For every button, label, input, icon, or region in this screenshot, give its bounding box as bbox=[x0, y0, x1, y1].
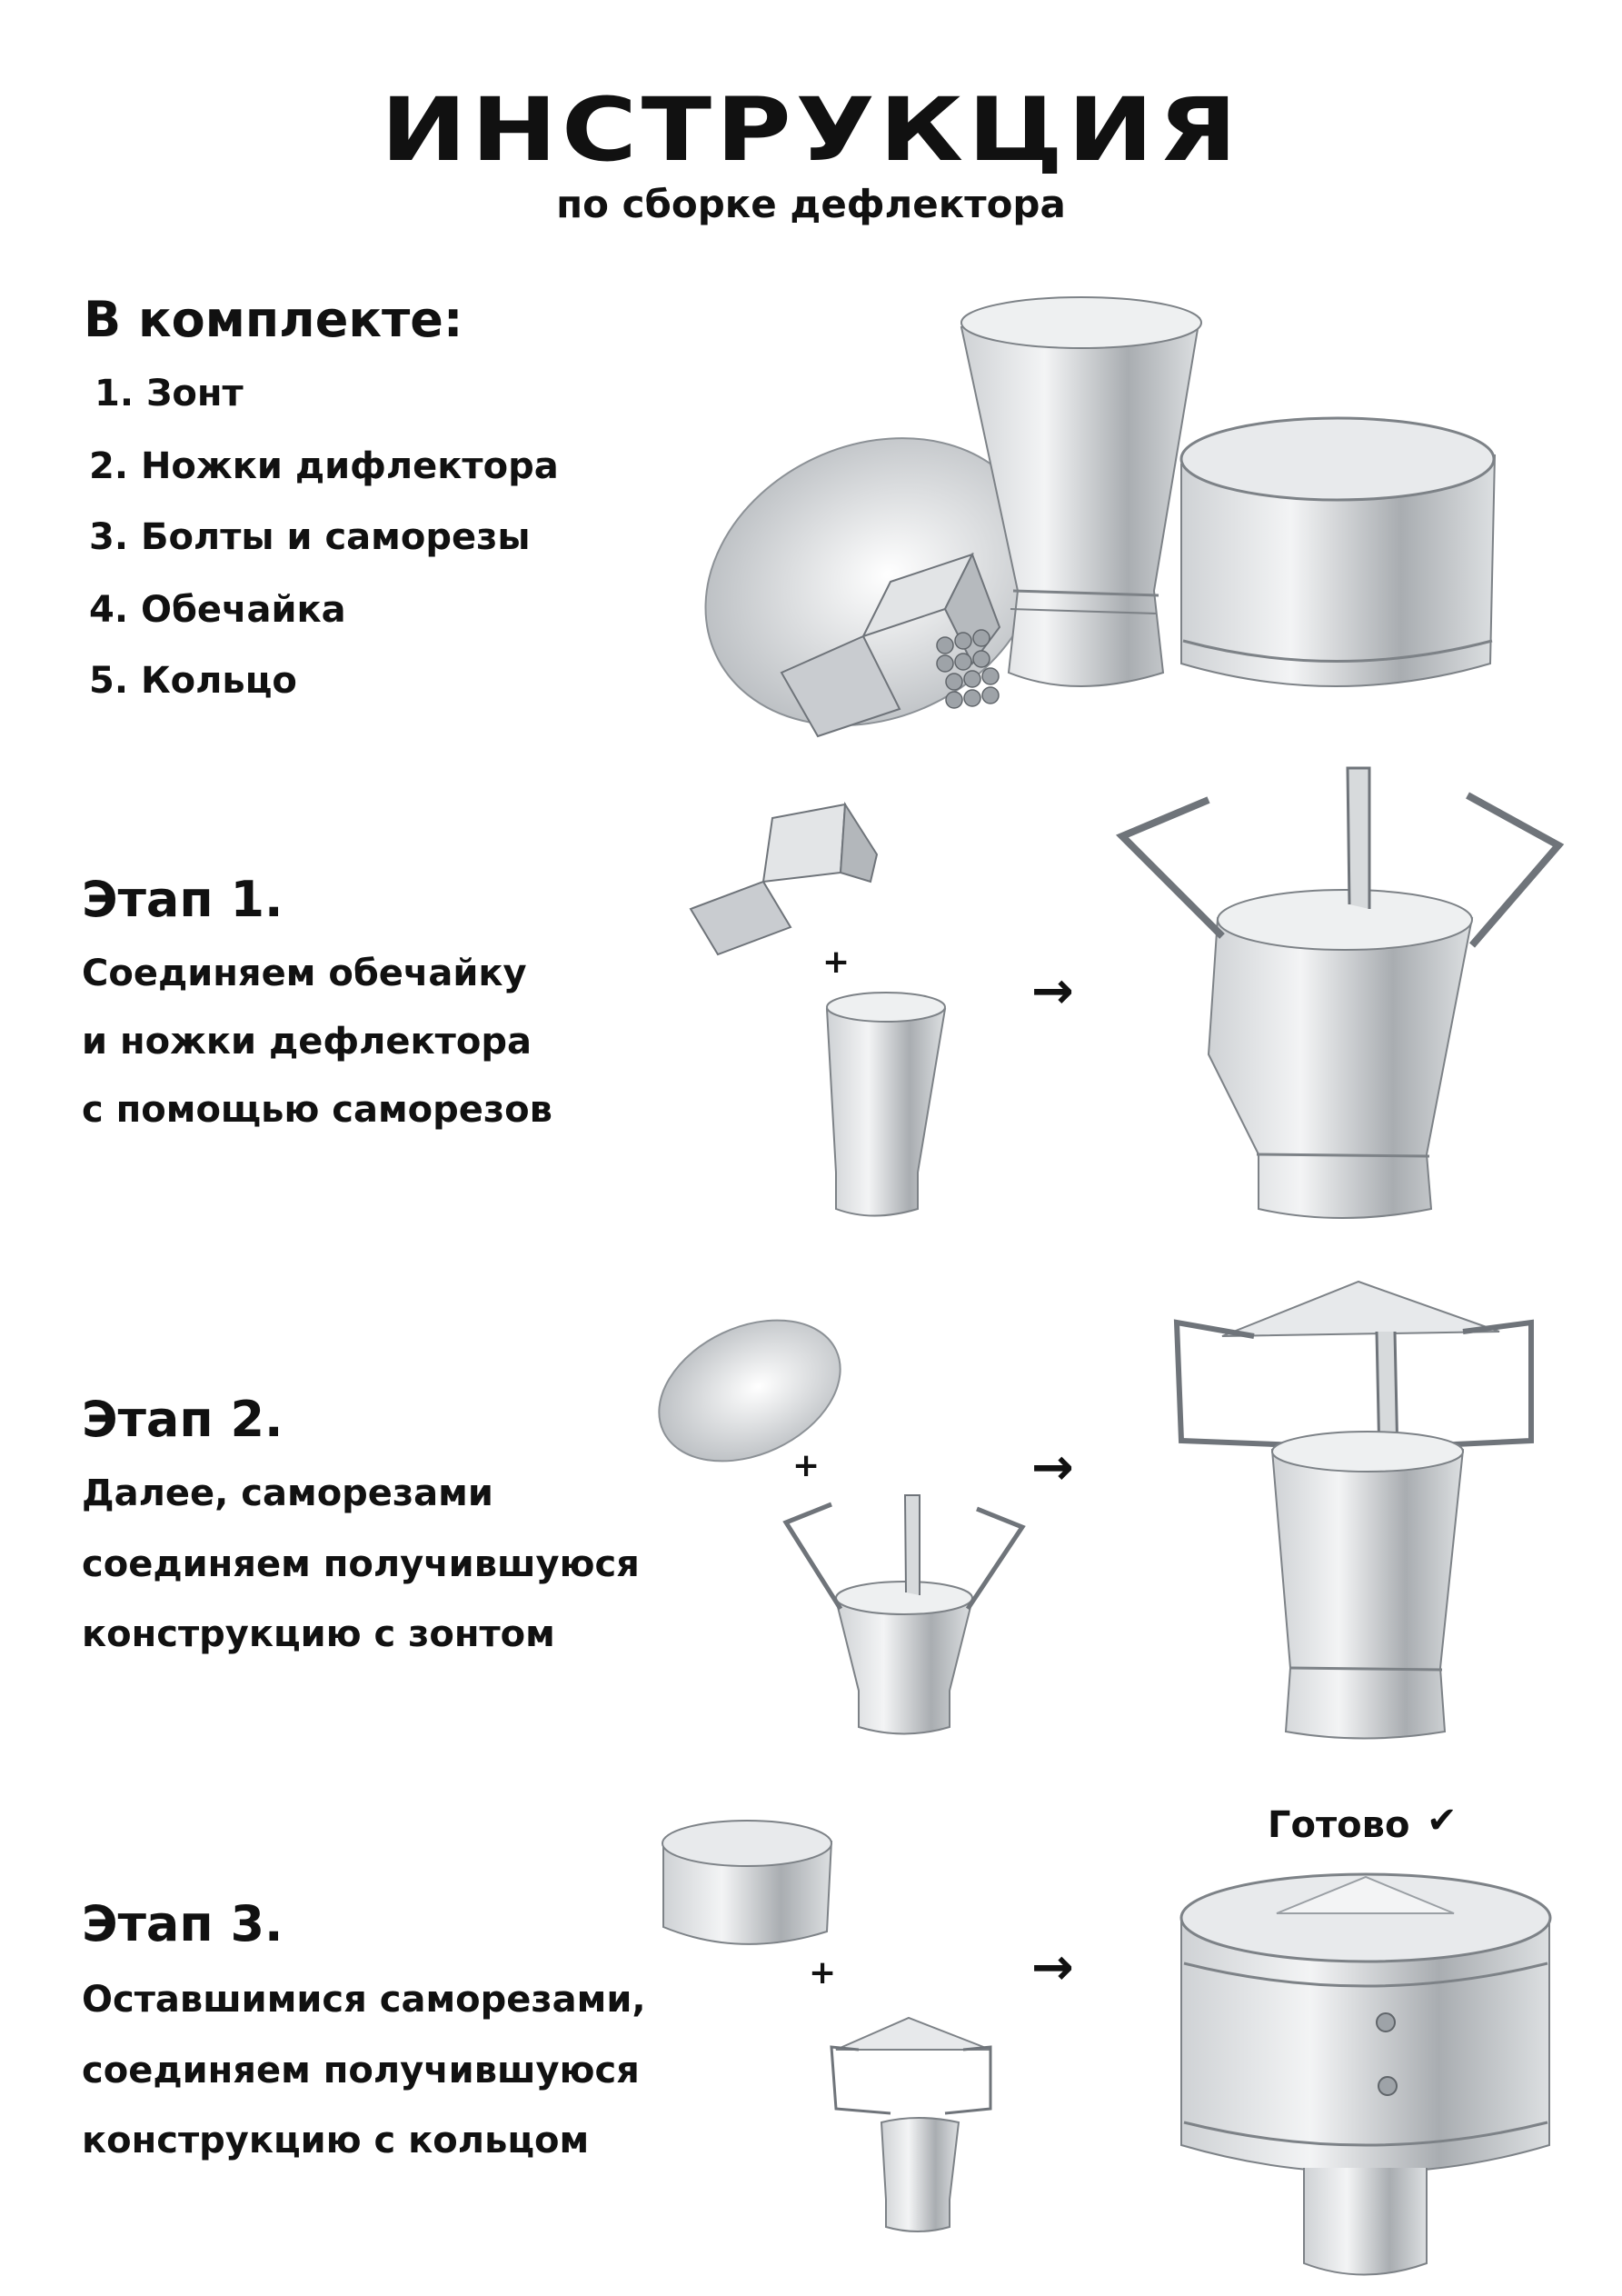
step-2-parts-illustration bbox=[636, 1300, 1018, 1754]
page-title: ИНСТРУКЦИЯ bbox=[380, 79, 1242, 181]
step-3-result-illustration bbox=[1177, 1863, 1558, 2291]
kit-illustration bbox=[672, 282, 1545, 736]
step-2-title: Этап 2. bbox=[82, 1391, 284, 1448]
step-3-title: Этап 3. bbox=[82, 1895, 284, 1952]
kit-heading: В комплекте: bbox=[84, 291, 463, 348]
step-1-line-3: с помощью саморезов bbox=[82, 1089, 552, 1131]
step-3-line-2: соединяем получившуюся bbox=[82, 2050, 640, 2091]
kit-item-2: 2. Ножки дифлектора bbox=[89, 445, 559, 487]
step-3-plus: + bbox=[809, 1954, 837, 1992]
page-subtitle: по сборке дефлектора bbox=[556, 182, 1066, 226]
step-1-title: Этап 1. bbox=[82, 871, 284, 928]
kit-item-5: 5. Кольцо bbox=[89, 660, 297, 702]
step-3-line-3: конструкцию с кольцом bbox=[82, 2120, 590, 2161]
step-1-line-1: Соединяем обечайку bbox=[82, 953, 527, 994]
step-2-line-3: конструкцию с зонтом bbox=[82, 1613, 555, 1655]
step-2-line-2: соединяем получившуюся bbox=[82, 1543, 640, 1585]
step-3-parts-illustration bbox=[645, 1809, 1027, 2263]
step-1-line-2: и ножки дефлектора bbox=[82, 1021, 532, 1063]
step-2-result-illustration bbox=[1172, 1268, 1554, 1750]
step-3-line-1: Оставшимися саморезами, bbox=[82, 1979, 646, 2021]
step-1-result-illustration bbox=[1113, 754, 1577, 1227]
kit-item-3: 3. Болты и саморезы bbox=[89, 516, 531, 558]
step-2-arrow: → bbox=[1031, 1438, 1074, 1497]
step-2-plus: + bbox=[792, 1447, 821, 1484]
step-1-arrow: → bbox=[1031, 962, 1074, 1021]
kit-item-1: 1. Зонт bbox=[95, 373, 244, 414]
kit-item-4: 4. Обечайка bbox=[89, 589, 346, 631]
step-2-line-1: Далее, саморезами bbox=[82, 1472, 493, 1514]
check-icon: ✔ bbox=[1427, 1800, 1458, 1842]
step-1-plus: + bbox=[822, 943, 851, 981]
step-1-parts-illustration bbox=[672, 800, 927, 1227]
ready-label: Готово bbox=[1268, 1804, 1410, 1846]
step-3-arrow: → bbox=[1031, 1938, 1074, 1997]
